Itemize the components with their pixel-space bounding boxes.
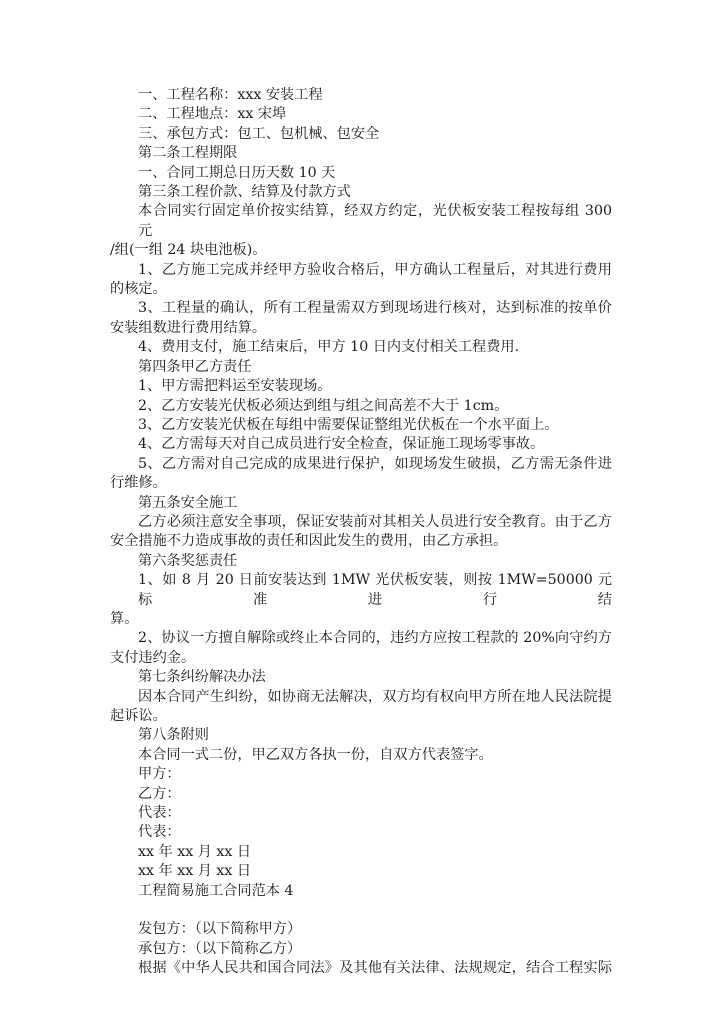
document-line: 起诉讼。	[110, 708, 167, 724]
document-line: 行维修。	[110, 475, 167, 492]
document-line: 第四条甲乙方责任	[138, 358, 252, 375]
document-line: 支付违约金。	[110, 649, 196, 666]
document-line: 安全措施不力造成事故的责任和因此发生的费用，由乙方承担。	[110, 533, 508, 550]
document-line: 第三条工程价款、结算及付款方式	[138, 184, 351, 201]
document-line: 1、乙方施工完成并经甲方验收合格后，甲方确认工程量后，对其进行费用	[138, 261, 612, 278]
document-line: 第五条安全施工	[138, 494, 238, 511]
document-line: 2、协议一方擅自解除或终止本合同的，违约方应按工程款的 20%向守约方	[138, 630, 612, 647]
document-line: xx 年 xx 月 xx 日	[138, 863, 252, 880]
document-line: 工程简易施工合同范本 4	[138, 882, 294, 899]
document-line: 的核定。	[110, 281, 167, 298]
contract-document	[110, 86, 612, 979]
document-line: 4、费用支付，施工结束后，甲方 10 日内支付相关工程费用.	[138, 339, 520, 356]
document-line: 三、承包方式：包工、包机械、包安全	[138, 125, 380, 142]
document-line: 根据《中华人民共和国合同法》及其他有关法律、法规规定，结合工程实际	[138, 960, 612, 977]
document-line: 乙方：	[138, 785, 181, 802]
document-line: 1、甲方需把料运至安装现场。	[138, 378, 332, 395]
document-line: 第七条纠纷解决办法	[138, 669, 266, 686]
document-line: 代表：	[138, 824, 181, 841]
document-line	[110, 901, 612, 920]
document-line: 本合同一式二份，甲乙双方各执一份，自双方代表签字。	[138, 746, 493, 763]
document-line: 二、工程地点：xx 宋埠	[138, 106, 287, 123]
document-line: 甲方：	[138, 766, 181, 783]
document-line: 3、工程量的确认，所有工程量需双方到现场进行核对，达到标准的按单价	[138, 300, 612, 317]
document-line: /组(一组 24 块电池板)。	[110, 242, 267, 259]
document-line: 算。	[110, 610, 139, 627]
document-line: 4、乙方需每天对自己成员进行安全检查，保证施工现场零事故。	[138, 436, 545, 453]
document-line: 代表：	[138, 805, 181, 822]
document-line: 因本合同产生纠纷，如协商无法解决，双方均有权向甲方所在地人民法院提	[138, 688, 612, 705]
document-line: 乙方必须注意安全事项，保证安装前对其相关人员进行安全教育。由于乙方	[138, 513, 612, 530]
document-line: 第六条奖惩责任	[138, 552, 238, 569]
document-line: 5、乙方需对自己完成的成果进行保护，如现场发生破损，乙方需无条件进	[138, 455, 612, 472]
document-line: xx 年 xx 月 xx 日	[138, 843, 252, 860]
document-line: 3、乙方安装光伏板在每组中需要保证整组光伏板在一个水平面上。	[138, 416, 559, 433]
document-line: 承包方：（以下简称乙方）	[138, 940, 302, 957]
document-line: 发包方：（以下简称甲方）	[138, 921, 302, 938]
document-line: 一、合同工期总日历天数 10 天	[138, 164, 336, 181]
document-line: 一、工程名称：xxx 安装工程	[138, 87, 323, 103]
document-line: 安装组数进行费用结算。	[110, 319, 267, 336]
document-line: 1、如 8 月 20 日前安装达到 1MW 光伏板安装，则按 1MW=50000 元标准进行结	[138, 572, 612, 608]
document-line: 第八条附则	[138, 727, 209, 744]
document-line: 本合同实行固定单价按实结算，经双方约定，光伏板安装工程按每组 300 元	[138, 203, 612, 239]
document-line: 第二条工程期限	[138, 145, 238, 162]
document-line: 2、乙方安装光伏板必须达到组与组之间高差不大于 1cm。	[138, 397, 509, 414]
